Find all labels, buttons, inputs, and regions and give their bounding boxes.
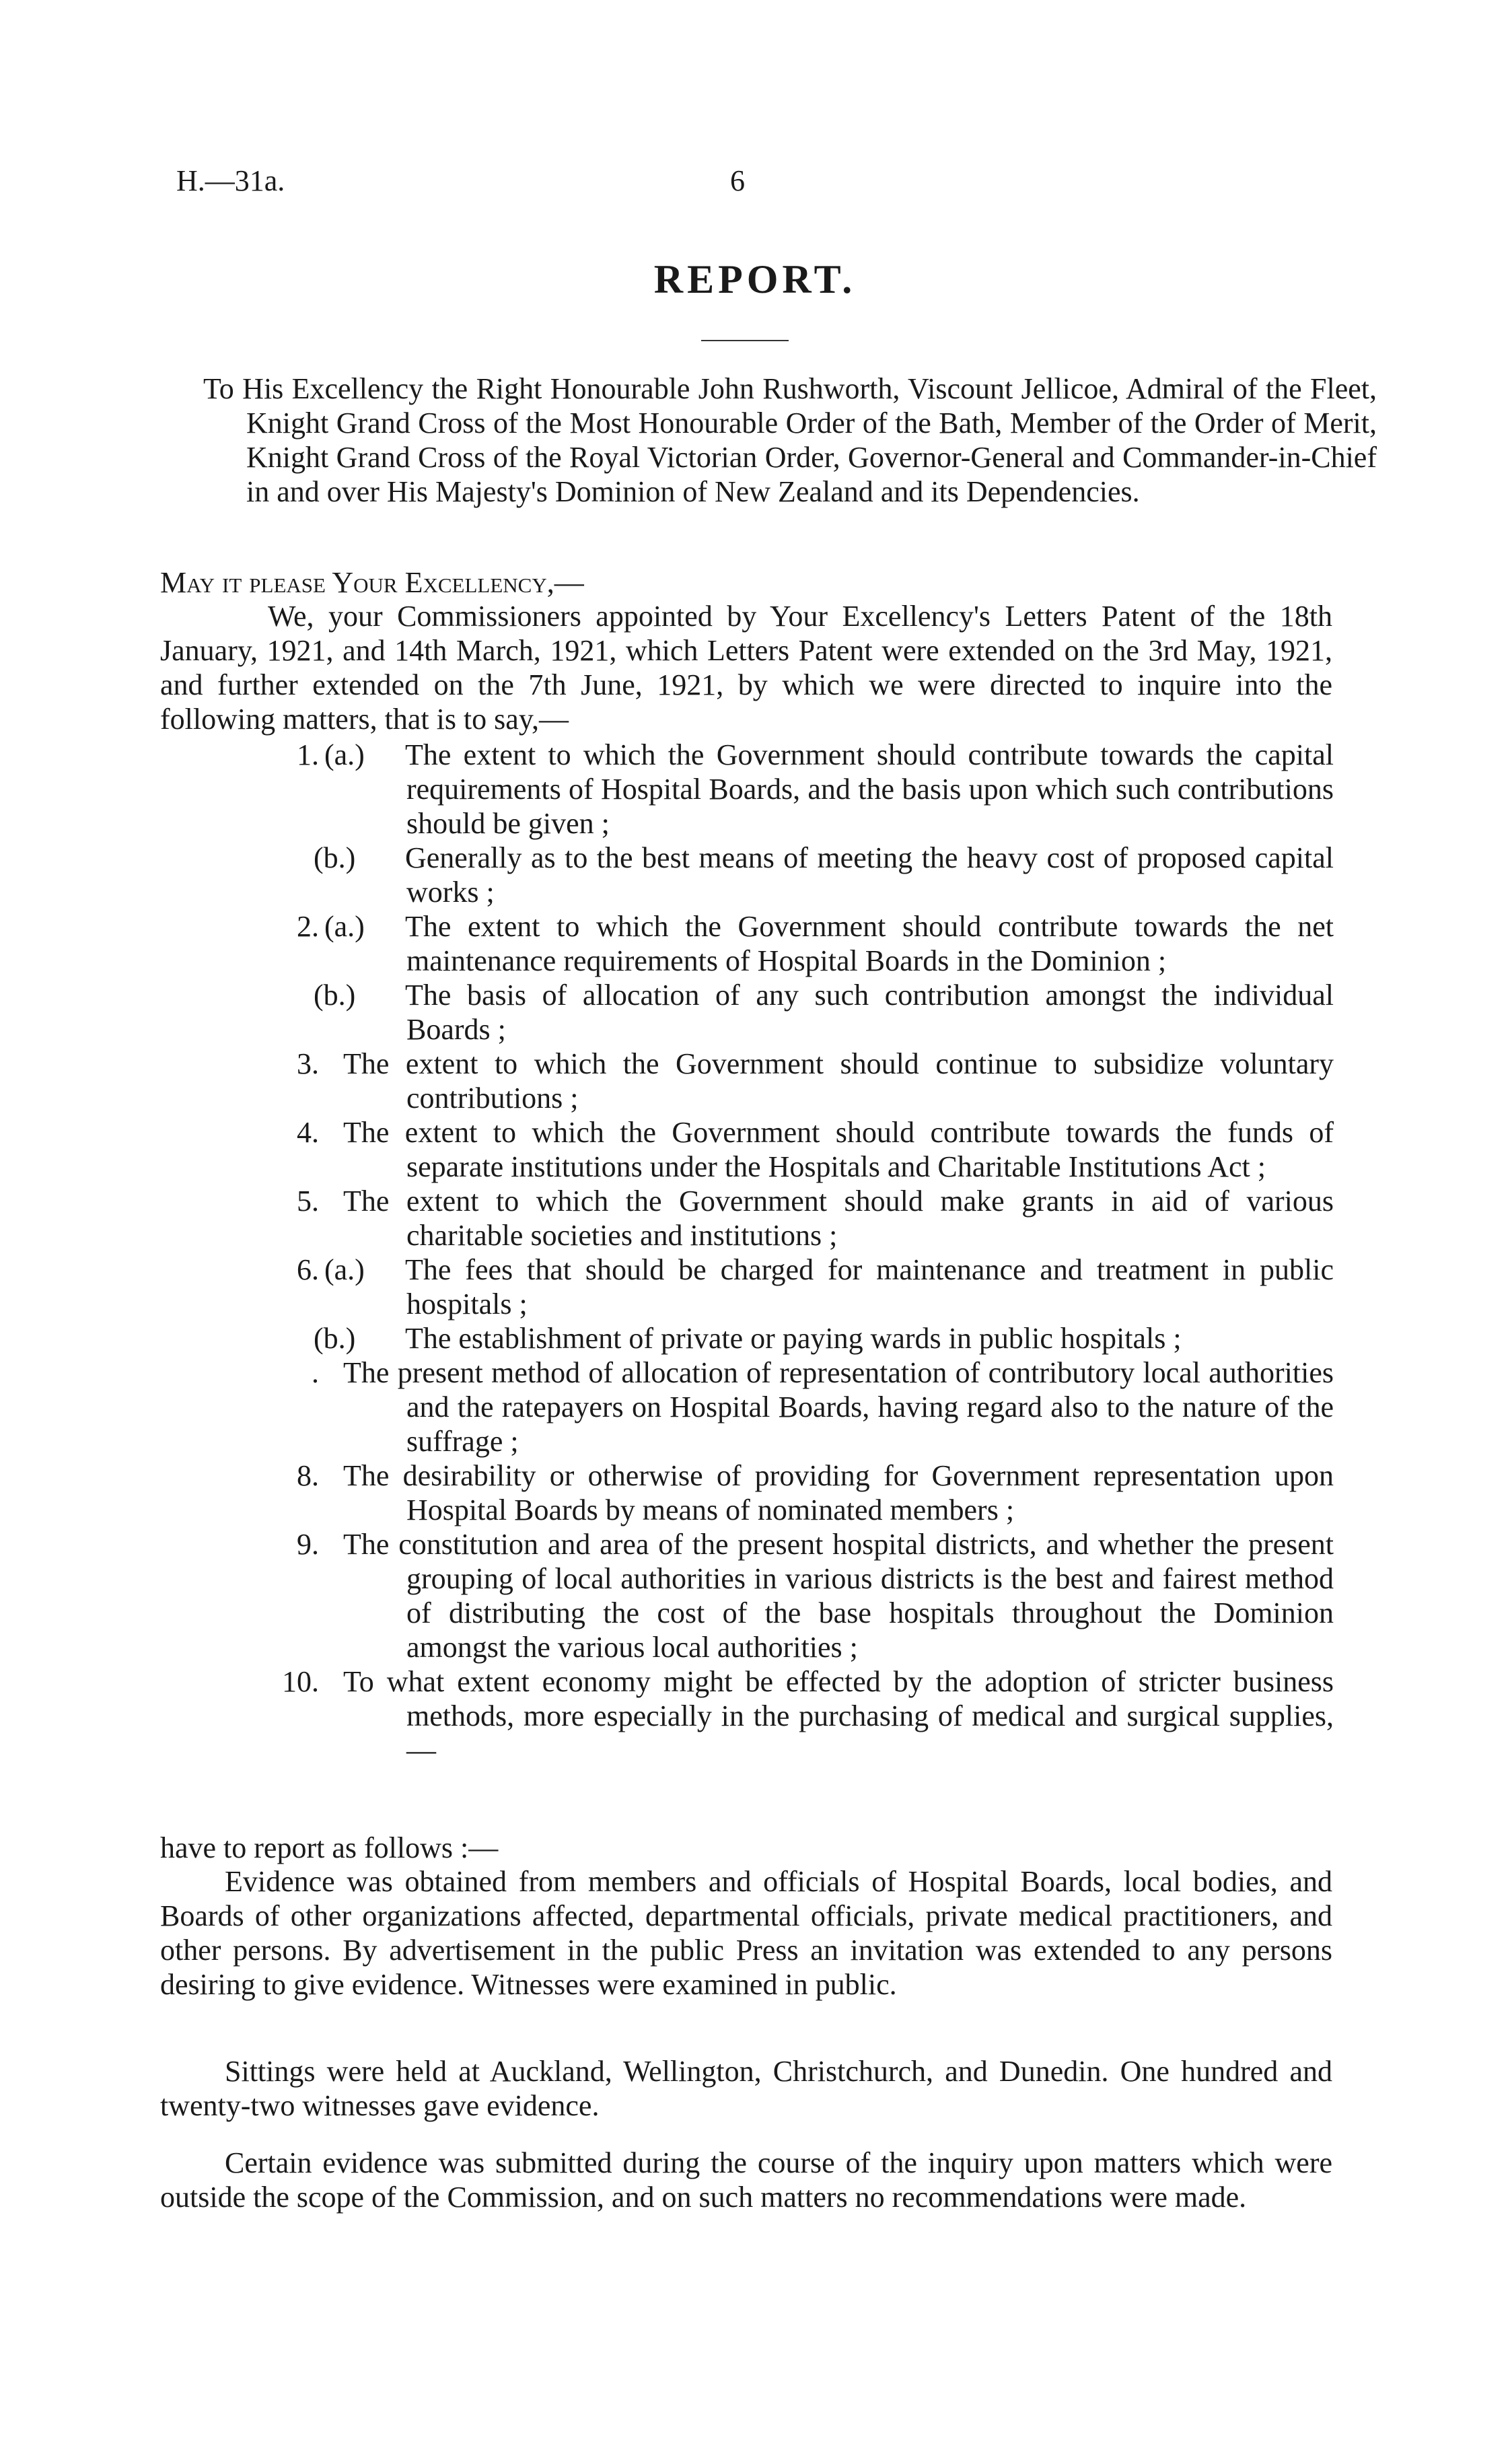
item-number: 1.: [297, 738, 319, 771]
salutation: May it please Your Excellency,—: [160, 566, 584, 599]
item-number: 4.: [297, 1116, 319, 1149]
list-item: [249, 978, 1334, 1047]
list-item: [249, 1321, 1334, 1356]
list-item: [249, 1184, 1334, 1253]
list-item: [249, 1253, 1334, 1321]
list-item: [249, 1664, 1334, 1767]
item-number: .: [312, 1356, 319, 1389]
page-number: 6: [730, 164, 745, 197]
item-text: The constitution and area of the present hospital districts, and whether the present grouping of local authorities in various districts is the best and fairest method of distributing the cost of the base hospitals throughout the Dominion amongst the various local authorities ;: [343, 1528, 1334, 1664]
item-label: (a.): [324, 1253, 365, 1286]
item-text: The establishment of private or paying wards in public hospitals ;: [405, 1322, 1182, 1355]
list-item: [249, 1527, 1334, 1664]
report-title: REPORT.: [653, 257, 857, 302]
item-label: (a.): [324, 910, 365, 943]
body-paragraph: Certain evidence was submitted during the course of the inquiry upon matters which were outside the scope of the Commission, and on such matters no recommendations were made.: [160, 2146, 1332, 2214]
matters-list: [249, 738, 1334, 1767]
item-text: The fees that should be charged for maintenance and treatment in public hospitals ;: [405, 1253, 1334, 1321]
item-number: 9.: [297, 1528, 319, 1561]
addressee-paragraph: To His Excellency the Right Honourable John Rushworth, Viscount Jellicoe, Admiral of the Fleet, Knight Grand Cross of the Most Honourable Order of the Bath, Member of the Order of Merit, Knight Grand Cross of the Royal Victorian Order, Governor-General and Commander-in-Chief in and over His Majesty's Dominion of New Zealand and its Dependencies.: [203, 372, 1377, 508]
item-label: (a.): [324, 738, 365, 771]
item-label: (b.): [314, 1322, 356, 1355]
item-text: The extent to which the Government should contribute towards the funds of separate institutions under the Hospitals and Charitable Institutions Act ;: [343, 1116, 1334, 1183]
item-text: The extent to which the Government should contribute towards the net maintenance requirements of Hospital Boards in the Dominion ;: [405, 910, 1334, 977]
item-text: To what extent economy might be effected by the adoption of stricter business methods, more especially in the purchasing of medical and surgical supplies,—: [343, 1665, 1334, 1767]
list-item: [249, 909, 1334, 978]
item-text: The basis of allocation of any such contribution amongst the individual Boards ;: [405, 979, 1334, 1046]
body-paragraph: Sittings were held at Auckland, Wellington, Christchurch, and Dunedin. One hundred and twenty-two witnesses gave evidence.: [160, 2055, 1332, 2122]
list-item: [249, 1115, 1334, 1184]
list-item: [249, 841, 1334, 909]
list-item: [249, 1047, 1334, 1115]
item-number: 3.: [297, 1047, 319, 1080]
item-number: 2.: [297, 910, 319, 943]
body-paragraph: Evidence was obtained from members and officials of Hospital Boards, local bodies, and Boards of other organizations affected, departmental officials, private medical practitioners, and other persons. By advertisement in the public Press an invitation was extended to any persons desiring to give evidence. Witnesses were examined in public.: [160, 1865, 1332, 2001]
item-number: 8.: [297, 1459, 319, 1492]
item-label: (b.): [314, 979, 356, 1012]
list-item: [249, 1458, 1334, 1527]
title-rule: [701, 340, 789, 341]
item-text: The extent to which the Government should make grants in aid of various charitable societies and institutions ;: [343, 1185, 1334, 1252]
item-number: 10.: [282, 1665, 319, 1698]
item-text: The desirability or otherwise of providing for Government representation upon Hospital Boards by means of nominated members ;: [343, 1459, 1334, 1526]
document-reference: H.—31a.: [176, 164, 285, 197]
item-text: The present method of allocation of representation of contributory local authorities and the ratepayers on Hospital Boards, having regard also to the nature of the suffrage ;: [343, 1356, 1334, 1458]
list-item: [249, 1356, 1334, 1458]
list-item: [249, 738, 1334, 841]
item-text: The extent to which the Government should continue to subsidize voluntary contributions ;: [343, 1047, 1334, 1115]
item-text: Generally as to the best means of meeting the heavy cost of proposed capital works ;: [405, 841, 1334, 909]
intro-paragraph: We, your Commissioners appointed by Your Excellency's Letters Patent of the 18th January, 1921, and 14th March, 1921, which Letters Patent were extended on the 3rd May, 1921, and further extended on the 7th June, 1921, by which we were directed to inquire into the following matters, that is to say,—: [160, 600, 1332, 736]
item-number: 6.: [297, 1253, 319, 1286]
item-label: (b.): [314, 841, 356, 874]
item-text: The extent to which the Government should contribute towards the capital requirements of Hospital Boards, and the basis upon which such contributions should be given ;: [405, 738, 1334, 840]
report-line: have to report as follows :—: [160, 1831, 499, 1864]
item-number: 5.: [297, 1185, 319, 1218]
